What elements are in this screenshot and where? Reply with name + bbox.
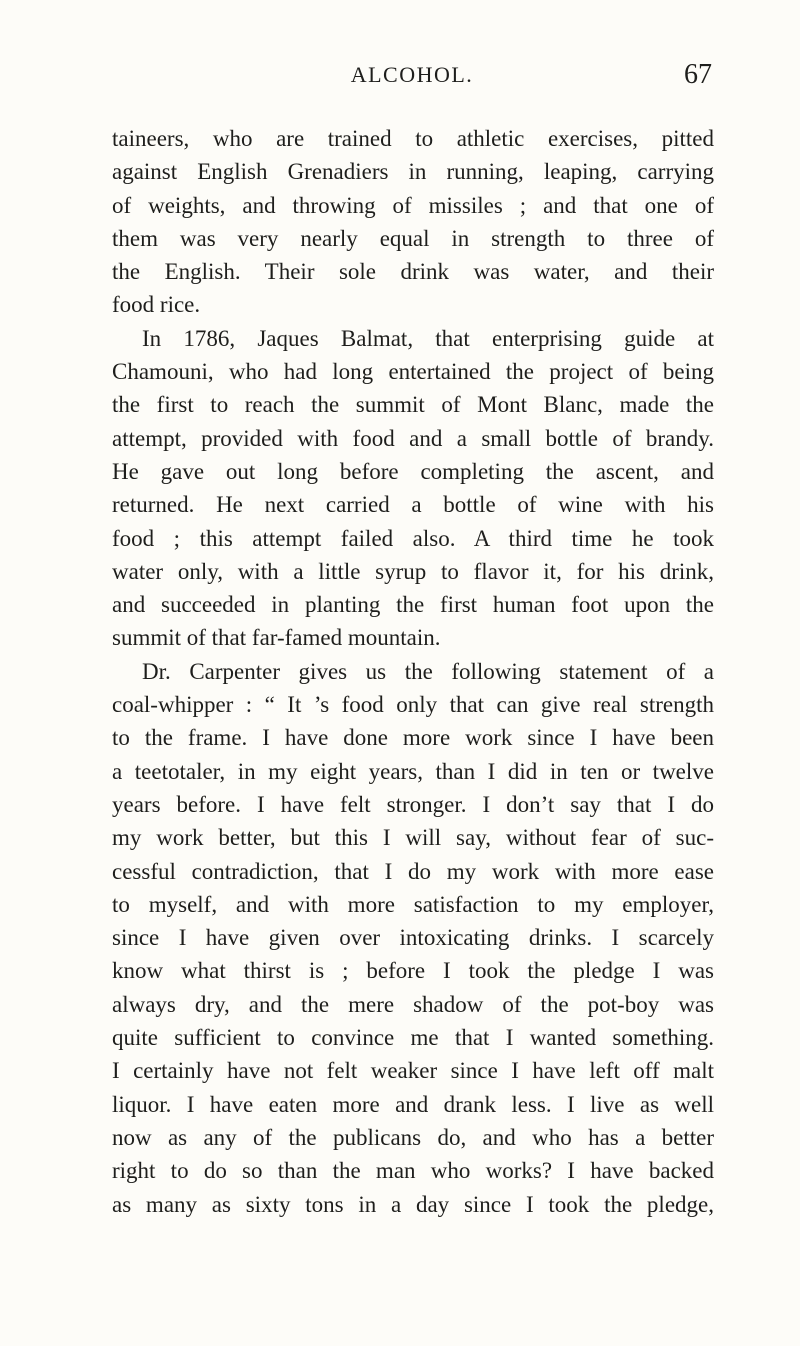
text-line: to the frame. I have done more work since I have been bbox=[112, 725, 714, 751]
text-line: coal-whipper : “ It ’s food only that can give real strength bbox=[112, 692, 714, 718]
text-line: water only, with a little syrup to flavor it, for his drink, bbox=[112, 558, 714, 584]
text-line: to myself, and with more satisfaction to my employer, bbox=[112, 891, 714, 917]
running-head bbox=[112, 59, 712, 102]
text-line: Dr. Carpenter gives us the following statement of a bbox=[142, 658, 714, 684]
text-line: years before. I have felt stronger. I don’t say that I do bbox=[112, 791, 714, 817]
text-line: them was very nearly equal in strength to three of bbox=[112, 225, 714, 251]
text-line: always dry, and the mere shadow of the pot-boy was bbox=[112, 991, 714, 1017]
page-number: 67 bbox=[684, 59, 712, 90]
text-line: as many as sixty tons in a day since I took the pledge, bbox=[112, 1191, 714, 1217]
text-line: attempt, provided with food and a small bottle of brandy. bbox=[112, 425, 714, 451]
text-line: the first to reach the summit of Mont Blanc, made the bbox=[112, 392, 714, 418]
text-line: a teetotaler, in my eight years, than I did in ten or twelve bbox=[112, 758, 714, 784]
text-line: and succeeded in planting the first human foot upon the bbox=[112, 592, 714, 618]
text-line: food ; this attempt failed also. A third time he took bbox=[112, 525, 714, 551]
text-line: quite sufficient to convince me that I wanted something. bbox=[112, 1025, 714, 1051]
running-title: ALCOHOL. bbox=[350, 62, 474, 87]
text-line: summit of that far-famed mountain. bbox=[112, 625, 441, 651]
text-line: In 1786, Jaques Balmat, that enterprising guide at bbox=[142, 325, 714, 351]
text-line: the English. Their sole drink was water, and their bbox=[112, 259, 714, 285]
text-line: Chamouni, who had long entertained the project of being bbox=[112, 359, 714, 385]
text-line: right to do so than the man who works? I have backed bbox=[112, 1158, 714, 1184]
text-line: against English Grenadiers in running, leaping, carrying bbox=[112, 159, 714, 185]
text-line: returned. He next carried a bottle of wine with his bbox=[112, 492, 714, 518]
text-line: taineers, who are trained to athletic exercises, pitted bbox=[112, 126, 714, 151]
text-line: I certainly have not felt weaker since I have left off malt bbox=[112, 1058, 714, 1084]
text-line: my work better, but this I will say, without fear of suc- bbox=[112, 825, 714, 851]
text-line: cessful contradiction, that I do my work with more ease bbox=[112, 858, 714, 884]
text-line: food rice. bbox=[112, 292, 201, 318]
text-line: liquor. I have eaten more and drank less. I live as well bbox=[112, 1091, 714, 1117]
text-line: He gave out long before completing the ascent, and bbox=[112, 458, 714, 484]
text-line: know what thirst is ; before I took the pledge I was bbox=[112, 958, 714, 984]
text-line: now as any of the publicans do, and who has a better bbox=[112, 1124, 714, 1150]
text-line: since I have given over intoxicating drinks. I scarcely bbox=[112, 925, 714, 951]
body-text bbox=[112, 122, 714, 1221]
text-line: of weights, and throwing of missiles ; and that one of bbox=[112, 192, 714, 218]
